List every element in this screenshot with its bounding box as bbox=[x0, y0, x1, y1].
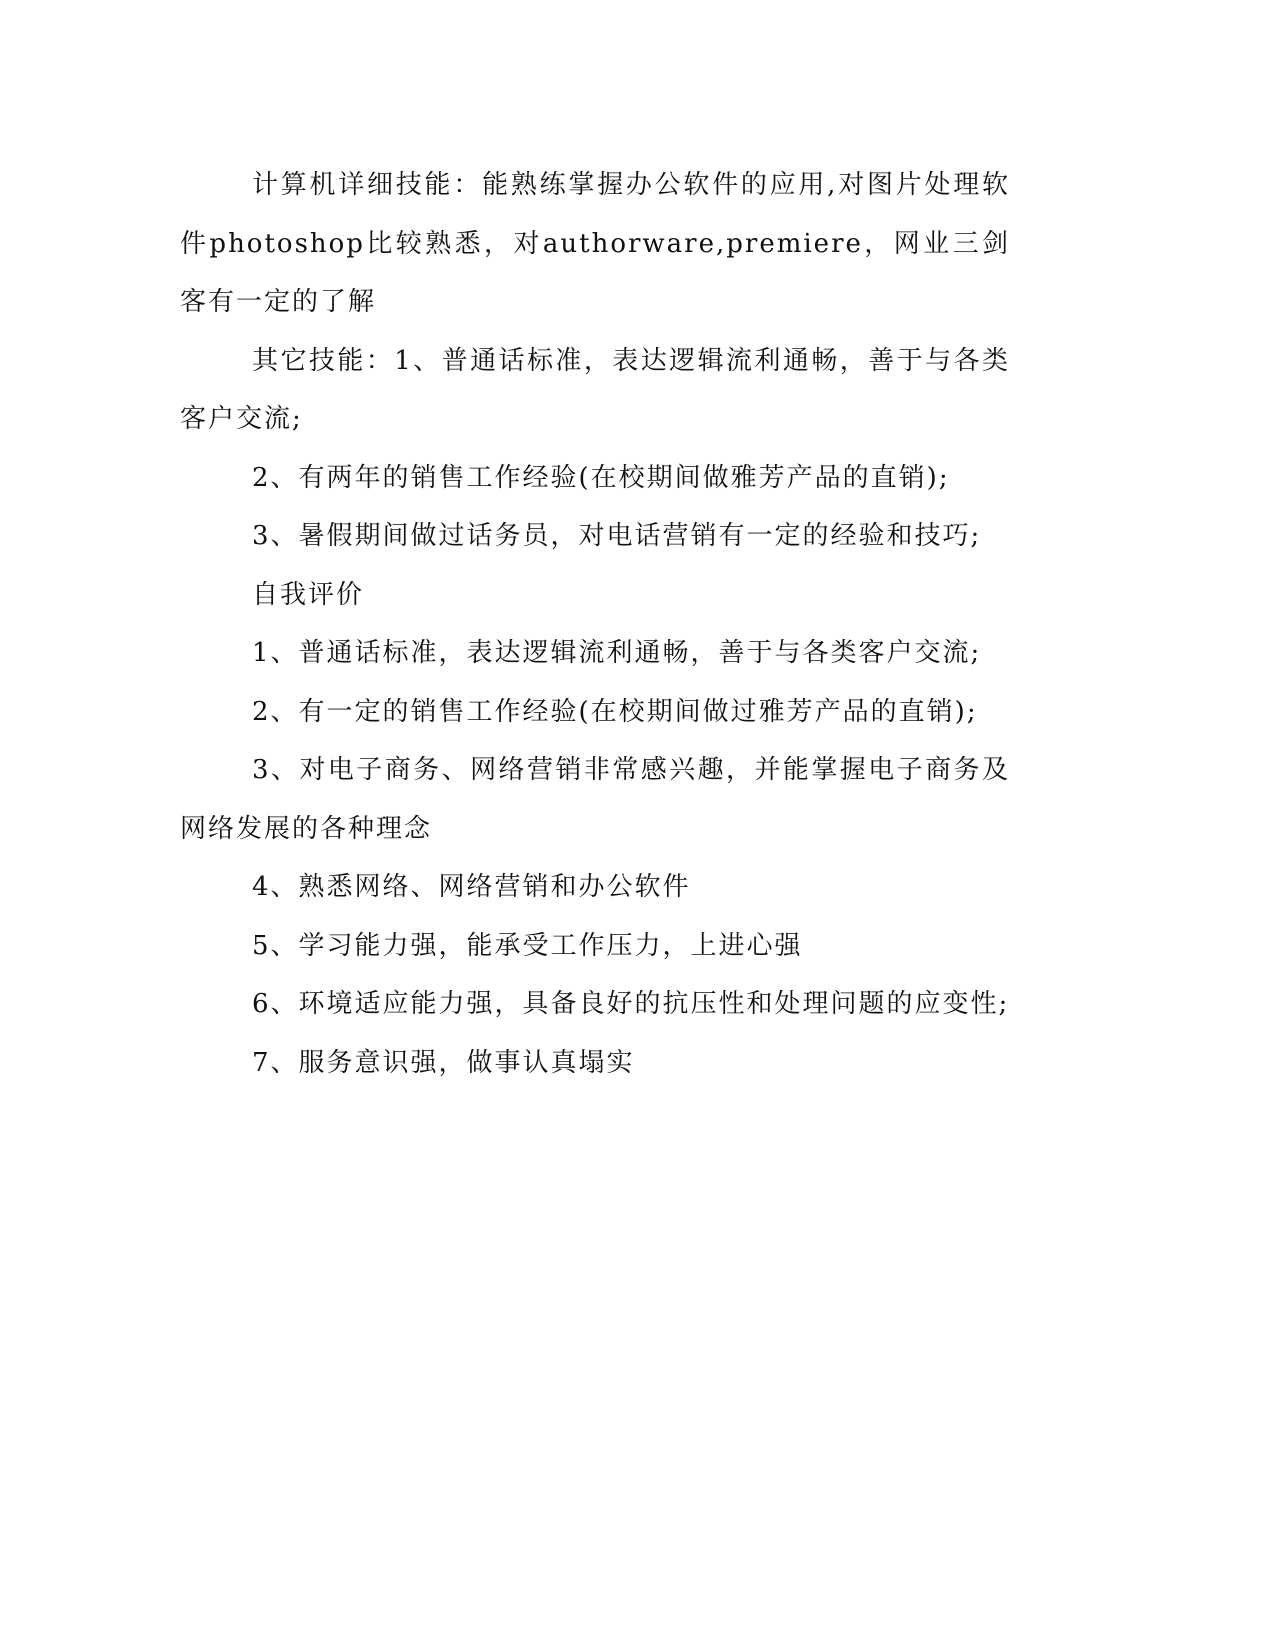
document-body bbox=[180, 156, 1010, 1092]
paragraph-self-eval-1: 1、普通话标准，表达逻辑流利通畅，善于与各类客户交流; bbox=[252, 638, 982, 668]
paragraph-self-eval-2: 2、有一定的销售工作经验(在校期间做过雅芳产品的直销); bbox=[252, 696, 978, 727]
paragraph-other-skills: 其它技能：1、普通话标准，表达逻辑流利通畅，善于与各类客户交流; bbox=[180, 345, 1010, 434]
paragraph-self-eval-6: 6、环境适应能力强，具备良好的抗压性和处理问题的应变性; bbox=[252, 989, 1010, 1019]
section-heading-self-evaluation: 自我评价 bbox=[252, 579, 365, 610]
paragraph-self-eval-4: 4、熟悉网络、网络营销和办公软件 bbox=[252, 872, 691, 902]
paragraph-self-eval-7: 7、服务意识强，做事认真塌实 bbox=[252, 1047, 635, 1078]
paragraph-other-skills-2: 2、有两年的销售工作经验(在校期间做雅芳产品的直销); bbox=[252, 462, 950, 493]
paragraph-computer-skills: 计算机详细技能：能熟练掌握办公软件的应用,对图片处理软件photoshop比较熟悉，对authorware,premiere，网业三剑客有一定的了解 bbox=[180, 170, 1010, 317]
paragraph-other-skills-3: 3、暑假期间做过话务员，对电话营销有一定的经验和技巧; bbox=[252, 521, 982, 551]
paragraph-self-eval-3: 3、对电子商务、网络营销非常感兴趣，并能掌握电子商务及网络发展的各种理念 bbox=[180, 755, 1010, 844]
paragraph-self-eval-5: 5、学习能力强，能承受工作压力，上进心强 bbox=[252, 930, 803, 961]
